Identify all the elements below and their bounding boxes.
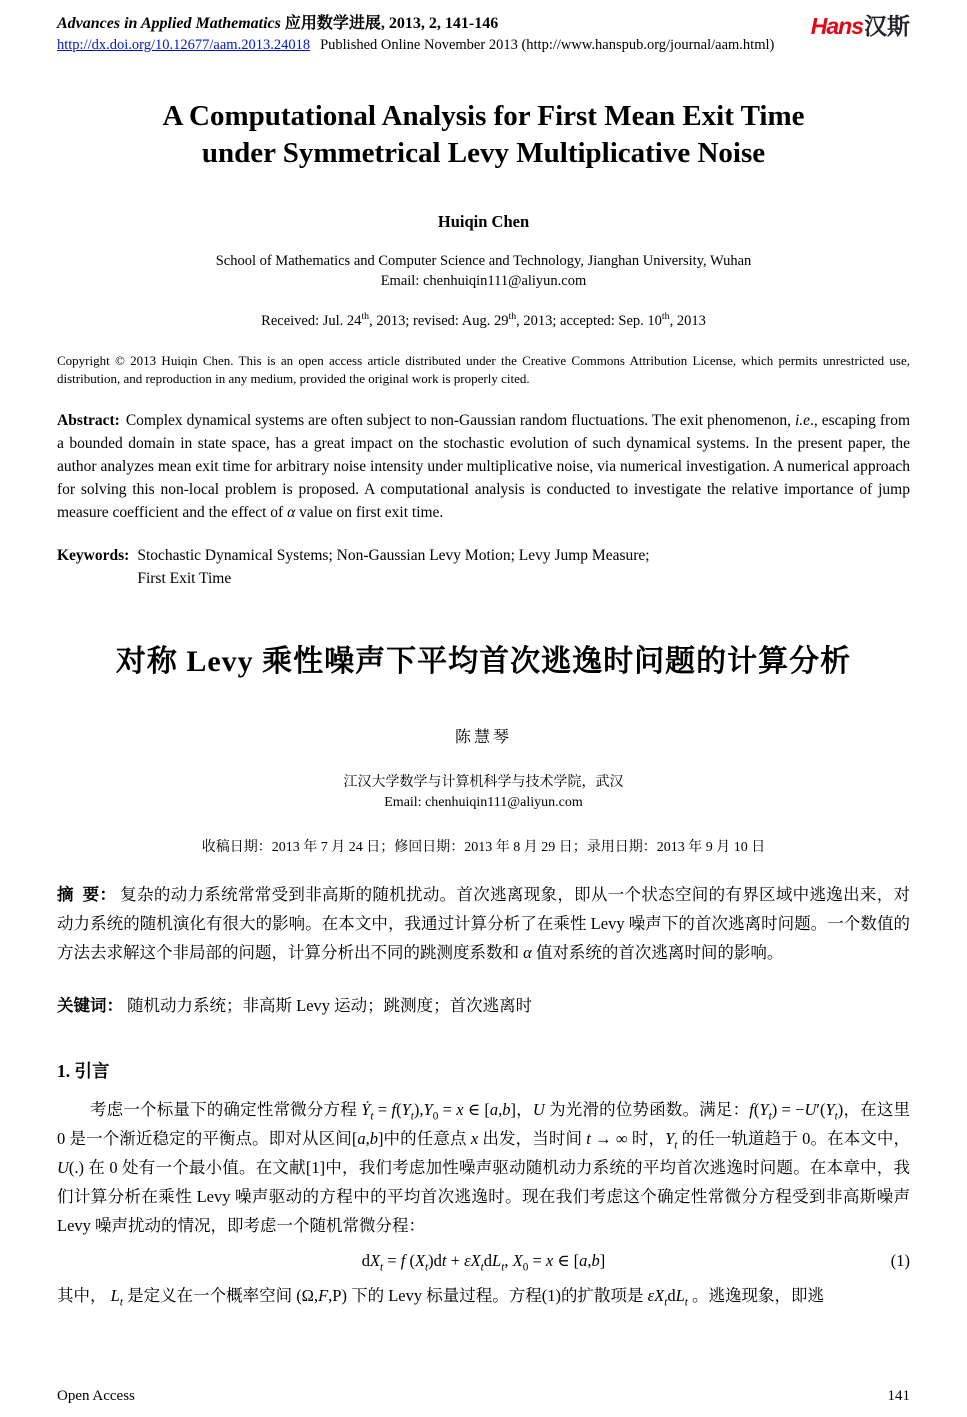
open-access-label: Open Access [57,1388,135,1404]
keywords-label: Keywords: [57,547,130,565]
intro-paragraph: 考虑一个标量下的确定性常微分方程 Ẏ$_t$ = $f(Y_t),Y_0 = x$ ∈ [a,b]，U 为光滑的位势函数。满足：$f(Y_t) = -U'(Y_t)$，在这里 0 是一个渐近稳定的平衡点。即对从区间[a,b]中的任意点 x 出发，当时间 t → ∞ 时，$Y_t$ 的任一轨道趋于 0。在本文中，U(.) 在 0 处有一个最小值。在文献[1]中，我们考虑加性噪声驱动随机动力系统的平均首次逃逸时问题。在本章中，我们计算分析在乘性 Levy 噪声驱动的方程中的平均首次逃逸时。现在我们考虑这个确定性常微分方程受到非高斯噪声 Levy 噪声扰动的情况，即考虑一个随机常微分程： [57,1100,911,1236]
keywords-block [57,544,910,590]
journal-header-text [57,10,774,54]
journal-doi-line [57,37,774,54]
page-number: 141 [887,1388,910,1404]
continuation-paragraph: 其中， $L_t$ 是定义在一个概率空间 (Ω,F,P) 下的 Levy 标量过程。方程(1)的扩散项是 $\varepsilon X_tdL_t$ 。逃逸现象，即逃 [57,1286,825,1309]
email-line: Email: chenhuiqin111@aliyun.com [380,273,587,290]
abstract-label: Abstract: [57,412,120,430]
cn-abstract-label: 摘 要： [57,885,117,905]
journal-title-line [57,10,774,33]
journal-meta: 应用数学进展, 2013, 2, 141-146 [280,15,499,32]
cn-abstract-text: 复杂的动力系统常常受到非高斯的随机扰动。首次逃离现象，即从一个状态空间的有界区域中逃逸出来，对动力系统的随机演化有很大的影响。在本文中，我通过计算分析了在乘性 Levy 噪声下的首次逃离时问题。一个数值的方法去求解这个非局部的问题，计算分析出不同的跳测度系数和 α 值对系统的首次逃离时间的影响。 [57,885,911,963]
journal-name: Advances in Applied Mathematics [57,15,281,32]
received-line: Received: Jul. 24th, 2013; revised: Aug. 29th, 2013; accepted: Sep. 10th, 2013 [261,311,706,330]
author-name: Huiqin Chen [437,212,530,232]
affiliation: School of Mathematics and Computer Science and Technology, Jianghan University, Wuhan [215,253,752,270]
cn-dates-line: 收稿日期：2013 年 7 月 24 日；修回日期：2013 年 8 月 29 日；录用日期：2013 年 9 月 10 日 [201,840,766,856]
published-info: Published Online November 2013 (http://www.hanspub.org/journal/aam.html) [320,37,775,53]
doi-link[interactable]: http://dx.doi.org/10.12677/aam.2013.24018 [57,37,311,53]
equation-1-number: (1) [890,1251,910,1271]
keywords-line2: First Exit Time [137,570,232,588]
section-1-heading: 1. 引言 [57,1061,110,1082]
equation-1-body: $dX_t = f$ $(X_t)dt + \varepsilon X_tdL_t$, $X_0 = x$ ∈ [a,b] [361,1251,606,1274]
journal-header [57,10,910,54]
hans-logo-en: Hans [810,13,863,39]
abstract-paragraph [57,409,910,524]
hans-logo [811,8,910,41]
cn-author-name: 陈慧琴 [454,729,512,747]
page-footer [57,1388,910,1405]
hans-logo-cn: 汉斯 [864,13,910,39]
cn-abstract-paragraph [57,880,910,967]
cn-keywords-label: 关键词： [57,996,123,1016]
cn-email-line: Email: chenhuiqin111@aliyun.com [384,795,583,811]
keywords-line1: Stochastic Dynamical Systems; Non-Gaussian Levy Motion; Levy Jump Measure; [137,547,650,565]
article-title: A Computational Analysis for First Mean Exit Time under Symmetrical Levy Multiplicative Noise [162,100,805,170]
cn-keywords-text: 随机动力系统；非高斯 Levy 运动；跳测度；首次逃离时 [127,996,533,1016]
keywords-text [137,544,649,590]
cn-article-title: 对称 Levy 乘性噪声下平均首次逃逸时问题的计算分析 [115,645,852,679]
abstract-text: Complex dynamical systems are often subject to non-Gaussian random fluctuations. The exit phenomenon, i.e., escaping from a bounded domain in state space, has a great impact on the stochastic evolution of such dynamical systems. In the present paper, the author analyzes mean exit time for arbitrary noise intensity under multiplicative noise, via numerical investigation. A numerical approach for solving this non-local problem is proposed. A computational analysis is conducted to investigate the relative importance of jump measure coefficient and the effect of α value on first exit time. [57,412,911,522]
cn-affiliation: 江汉大学数学与计算机科学与技术学院，武汉 [343,775,624,791]
copyright-notice: Copyright © 2013 Huiqin Chen. This is an open access article distributed under the Creative Commons Attribution License, which permits unrestricted use, distribution, and reproduction in any medium, provided the original work is properly cited. [57,353,910,387]
cn-keywords-block [57,992,910,1016]
equation-1 [57,1246,910,1275]
